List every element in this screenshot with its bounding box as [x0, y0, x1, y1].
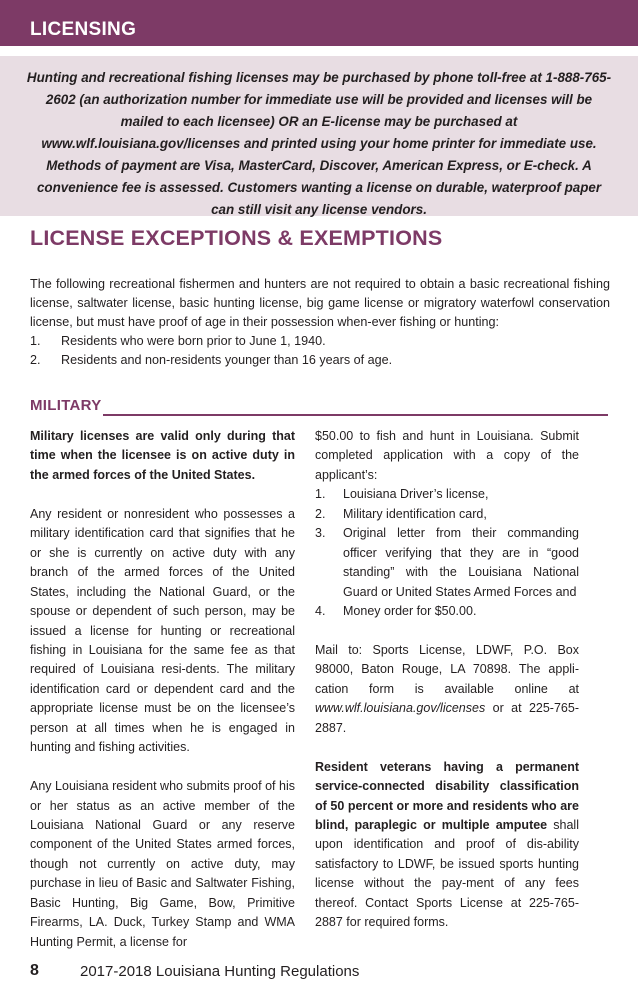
list-item — [30, 332, 610, 351]
list-text: Louisiana Driver’s license, — [343, 487, 489, 502]
page-number: 8 — [30, 962, 39, 979]
veterans-text: shall upon identification and proof of dis-ability satisfactory to LDWF, be issued sports hunting license without the pay-ment of any fees thereof. Contact Sports License at 225-765-2887 for required forms. — [315, 818, 579, 930]
license-purchase-notice — [0, 56, 638, 216]
list-item — [315, 524, 579, 602]
list-text: Residents and non-residents younger than 16 years of age. — [61, 353, 393, 367]
list-text: Original letter from their commanding officer verifying that they are in “good standing” with the Louisiana National Guard or United States Armed Forces and — [343, 526, 579, 599]
military-paragraph: Any resident or nonresident who possesses a military identification card that signifies that he or she is currently on active duty with any branch of the armed forces of the United States, including the National Guard, or the spouse or dependent of such person, may be issued a license for hunting or recreational fishing in Louisiana for the same fee as that required of Louisiana resi-dents. The military identification card or dependent card and the appropriate license must be on the licensee’s person at all times when he is engaged in hunting and fishing activities. — [30, 506, 295, 755]
military-column-left — [30, 427, 295, 972]
exceptions-heading: LICENSE EXCEPTIONS & EXEMPTIONS — [30, 226, 443, 250]
list-number: 1. — [315, 487, 326, 502]
list-item — [315, 505, 579, 524]
publication-title: 2017-2018 Louisiana Hunting Regulations — [80, 963, 360, 980]
exceptions-intro-text: The following recreational fishermen and hunters are not required to obtain a basic recreational fishing license, saltwater license, basic hunting license, big game license or migratory waterfowl conservation license, but must have proof of age in their possession when-ever fishing or hunting: — [30, 277, 610, 329]
list-item — [315, 485, 579, 504]
military-column-right — [315, 427, 579, 952]
list-number: 3. — [315, 526, 326, 541]
page-title: LICENSING — [30, 19, 137, 40]
list-number: 1. — [30, 334, 41, 348]
list-text: Military identification card, — [343, 506, 487, 521]
list-number: 4. — [315, 604, 326, 619]
application-link[interactable]: www.wlf.louisiana.gov/licenses — [315, 701, 486, 716]
heading-divider — [103, 414, 608, 416]
list-number: 2. — [315, 506, 326, 521]
exceptions-intro — [30, 275, 610, 370]
list-text: Money order for $50.00. — [343, 604, 477, 619]
list-number: 2. — [30, 353, 41, 367]
exceptions-list — [30, 332, 610, 370]
mail-phone: or at 225-765-2887. — [315, 701, 579, 735]
military-heading: MILITARY — [30, 397, 102, 414]
veterans-lead: Resident veterans having a permanent service-connected disability classification of 50 percent or more and residents who are blind, paraplegic or multiple amputee — [315, 759, 579, 833]
veterans-paragraph — [315, 758, 579, 933]
header-bar — [0, 0, 638, 46]
notice-text: Hunting and recreational fishing licenses may be purchased by phone toll-free at 1-888-765-2602 (an authorization number for immediate use will be provided and licenses will be mailed to each licensee) OR an E-license may be purchased at www.wlf.louisiana.gov/licenses and printed using your home printer for immediate use. Methods of payment are Visa, MasterCard, Discover, American Express, or E-check. A convenience fee is assessed. Customers wanting a license on durable, waterproof paper can still visit any license vendors. — [26, 70, 612, 217]
military-paragraph: $50.00 to fish and hunt in Louisiana. Submit completed application with a copy of the applicant’s: — [315, 429, 579, 482]
military-lead: Military licenses are valid only during that time when the licensee is on active duty in the armed forces of the United States. — [30, 429, 295, 482]
requirements-list — [315, 485, 579, 621]
mail-text: Mail to: Sports License, LDWF, P.O. Box 98000, Baton Rouge, LA 70898. The appli-cation form is available online at — [315, 642, 579, 696]
mail-instructions — [315, 641, 579, 738]
list-item — [30, 351, 610, 370]
list-text: Residents who were born prior to June 1, 1940. — [61, 334, 326, 348]
military-paragraph: Any Louisiana resident who submits proof of his or her status as an active member of the Louisiana National Guard or any reserve component of the United States armed forces, though not currently on active duty, may purchase in lieu of Basic and Saltwater Fishing, Basic Hunting, Big Game, Bow, Primitive Firearms, LA. Duck, Turkey Stamp and WMA Hunting Permit, a license for — [30, 779, 295, 949]
list-item — [315, 602, 579, 621]
